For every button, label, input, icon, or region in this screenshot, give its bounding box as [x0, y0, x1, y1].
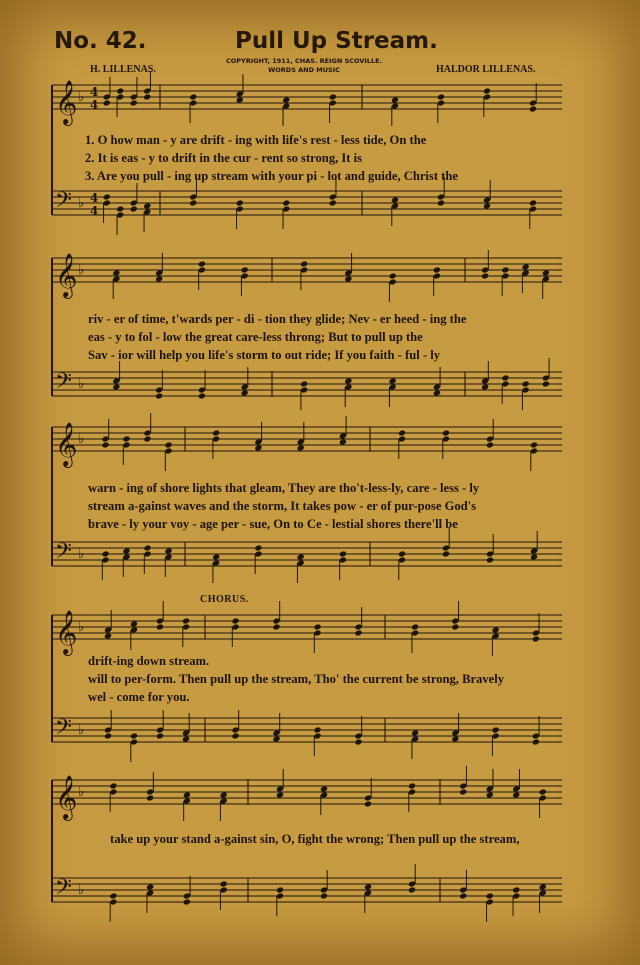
- note-head: [198, 392, 206, 399]
- note-head: [130, 205, 138, 212]
- note-head: [512, 886, 520, 893]
- note-head: [112, 383, 120, 390]
- note-head: [339, 550, 347, 557]
- treble-clef: 𝄞: [55, 610, 78, 654]
- note-head: [272, 623, 280, 630]
- note-head: [300, 380, 308, 387]
- note-head: [522, 263, 530, 270]
- note-head: [143, 202, 151, 209]
- note-head: [408, 782, 416, 789]
- note-head: [437, 93, 445, 100]
- copyright-line: COPYRIGHT, 1911, CHAS. REIGN SCOVILLE.: [226, 57, 383, 65]
- lyric-line: 1. O how man - y are drift - ing with life's rest - less tide, On the: [85, 133, 427, 147]
- note-head: [300, 260, 308, 267]
- note-head: [398, 550, 406, 557]
- note-head: [231, 732, 239, 739]
- flat-sign: ♭: [78, 723, 85, 738]
- note-head: [272, 735, 280, 742]
- flat-sign: ♭: [78, 883, 85, 898]
- note-head: [236, 199, 244, 206]
- lyric-line: will to per-form. Then pull up the stream, Tho' the current be strong, Bravely: [88, 672, 505, 686]
- time-signature: 4: [90, 191, 99, 205]
- note-head: [529, 199, 537, 206]
- note-head: [411, 623, 419, 630]
- flat-sign: ♭: [78, 196, 85, 211]
- note-head: [109, 892, 117, 899]
- bass-clef: 𝄢: [55, 715, 72, 745]
- note-head: [501, 374, 509, 381]
- note-head: [481, 272, 489, 279]
- note-head: [143, 544, 151, 551]
- flat-sign: ♭: [78, 432, 85, 447]
- note-head: [164, 547, 172, 554]
- time-signature: 4: [90, 98, 99, 112]
- note-head: [442, 429, 450, 436]
- note-head: [254, 444, 262, 451]
- note-head: [433, 389, 441, 396]
- note-head: [156, 623, 164, 630]
- bass-clef: 𝄢: [55, 539, 72, 569]
- note-head: [483, 87, 491, 94]
- note-head: [231, 617, 239, 624]
- lyric-line: 3. Are you pull - ing up stream with your pi - lot and guide, Christ the: [85, 169, 458, 183]
- lyric-line: brave - ly your voy - age per - sue, On to Ce - lestial shores there'll be: [88, 517, 458, 531]
- note-head: [143, 435, 151, 442]
- note-head: [103, 99, 111, 106]
- note-head: [122, 547, 130, 554]
- note-head: [236, 96, 244, 103]
- note-head: [116, 87, 124, 94]
- note-head: [212, 429, 220, 436]
- note-head: [109, 782, 117, 789]
- hymn-number: No. 42.: [54, 28, 147, 54]
- note-head: [539, 883, 547, 890]
- note-head: [486, 791, 494, 798]
- lyric-line: Sav - ior will help you life's storm to out ride; If you faith - ful - ly: [88, 348, 441, 362]
- note-head: [433, 266, 441, 273]
- bass-clef: 𝄢: [55, 369, 72, 399]
- note-head: [530, 553, 538, 560]
- bass-clef: 𝄢: [55, 875, 72, 905]
- note-head: [530, 441, 538, 448]
- lyric-line: 2. It is eas - y to drift in the cur - rent so strong, It is: [85, 151, 363, 165]
- note-head: [389, 377, 397, 384]
- note-head: [254, 544, 262, 551]
- note-head: [155, 275, 163, 282]
- chorus-label: CHORUS.: [200, 594, 249, 605]
- note-head: [116, 205, 124, 212]
- note-head: [130, 732, 138, 739]
- note-head: [492, 726, 500, 733]
- lyric-line: riv - er of time, t'wards per - di - tion they glide; Nev - er heed - ing the: [88, 312, 467, 326]
- lyric-line: eas - y to fol - low the great care-less throng; But to pull up the: [88, 330, 423, 344]
- lyric-line: wel - come for you.: [88, 690, 190, 704]
- note-head: [442, 550, 450, 557]
- note-head: [198, 260, 206, 267]
- note-head: [391, 96, 399, 103]
- note-head: [408, 886, 416, 893]
- note-head: [183, 898, 191, 905]
- flat-sign: ♭: [78, 90, 85, 105]
- hymn-title: Pull Up Stream.: [235, 28, 438, 54]
- note-head: [155, 392, 163, 399]
- lyric-line: take up your stand a-gainst sin, O, fight the wrong; Then pull up the stream,: [110, 832, 520, 846]
- note-head: [164, 441, 172, 448]
- note-head: [354, 629, 362, 636]
- note-head: [411, 729, 419, 736]
- note-head: [282, 96, 290, 103]
- copyright-notice: [226, 57, 382, 75]
- note-head: [486, 892, 494, 899]
- flat-sign: ♭: [78, 785, 85, 800]
- note-head: [189, 199, 197, 206]
- note-head: [101, 550, 109, 557]
- flat-sign: ♭: [78, 263, 85, 278]
- treble-clef: 𝄞: [55, 775, 78, 819]
- note-head: [398, 429, 406, 436]
- note-head: [320, 785, 328, 792]
- note-head: [492, 626, 500, 633]
- note-head: [329, 93, 337, 100]
- note-head: [339, 438, 347, 445]
- note-head: [529, 105, 537, 112]
- flat-sign: ♭: [78, 547, 85, 562]
- note-head: [130, 99, 138, 106]
- note-head: [241, 389, 249, 396]
- note-head: [189, 93, 197, 100]
- note-head: [542, 269, 550, 276]
- note-head: [483, 202, 491, 209]
- note-head: [297, 553, 305, 560]
- composer-credit: H. LILLENAS.: [90, 64, 156, 75]
- time-signature: 4: [90, 204, 99, 218]
- note-head: [451, 623, 459, 630]
- note-head: [282, 199, 290, 206]
- note-head: [486, 556, 494, 563]
- time-signature: 4: [90, 85, 99, 99]
- note-head: [112, 269, 120, 276]
- author-credit: HALDOR LILLENAS.: [436, 64, 536, 75]
- note-head: [344, 275, 352, 282]
- note-head: [532, 635, 540, 642]
- lyric-line: drift-ing down stream.: [88, 654, 210, 668]
- flat-sign: ♭: [78, 620, 85, 635]
- note-head: [329, 199, 337, 206]
- note-head: [183, 791, 191, 798]
- note-head: [364, 883, 372, 890]
- note-head: [122, 435, 130, 442]
- note-head: [389, 272, 397, 279]
- note-head: [143, 93, 151, 100]
- note-head: [512, 791, 520, 798]
- note-head: [313, 623, 321, 630]
- note-head: [104, 732, 112, 739]
- note-head: [212, 553, 220, 560]
- note-head: [364, 800, 372, 807]
- note-head: [354, 738, 362, 745]
- note-head: [451, 735, 459, 742]
- note-head: [101, 441, 109, 448]
- note-head: [320, 892, 328, 899]
- note-head: [156, 732, 164, 739]
- note-head: [542, 380, 550, 387]
- note-head: [437, 199, 445, 206]
- bass-clef: 𝄢: [55, 188, 72, 218]
- note-head: [104, 632, 112, 639]
- note-head: [501, 266, 509, 273]
- note-head: [522, 380, 530, 387]
- note-head: [459, 788, 467, 795]
- treble-clef: 𝄞: [55, 80, 78, 124]
- note-head: [276, 791, 284, 798]
- note-head: [344, 377, 352, 384]
- note-head: [130, 620, 138, 627]
- treble-clef: 𝄞: [55, 422, 78, 466]
- note-head: [220, 791, 228, 798]
- treble-clef: 𝄞: [55, 253, 78, 297]
- note-head: [459, 892, 467, 899]
- note-head: [539, 788, 547, 795]
- note-head: [532, 738, 540, 745]
- note-head: [481, 383, 489, 390]
- lyric-line: stream a-gainst waves and the storm, It takes pow - er of pur-pose God's: [88, 499, 477, 513]
- note-head: [313, 726, 321, 733]
- note-head: [146, 883, 154, 890]
- note-head: [297, 444, 305, 451]
- note-head: [220, 880, 228, 887]
- note-head: [486, 441, 494, 448]
- lyric-line: warn - ing of shore lights that gleam, They are tho't-less-ly, care - less - ly: [88, 481, 480, 495]
- flat-sign: ♭: [78, 377, 85, 392]
- note-head: [276, 886, 284, 893]
- note-head: [103, 193, 111, 200]
- note-head: [241, 266, 249, 273]
- note-head: [182, 617, 190, 624]
- note-head: [146, 794, 154, 801]
- note-head: [391, 196, 399, 203]
- copyright-subline: WORDS AND MUSIC: [268, 66, 340, 74]
- note-head: [182, 735, 190, 742]
